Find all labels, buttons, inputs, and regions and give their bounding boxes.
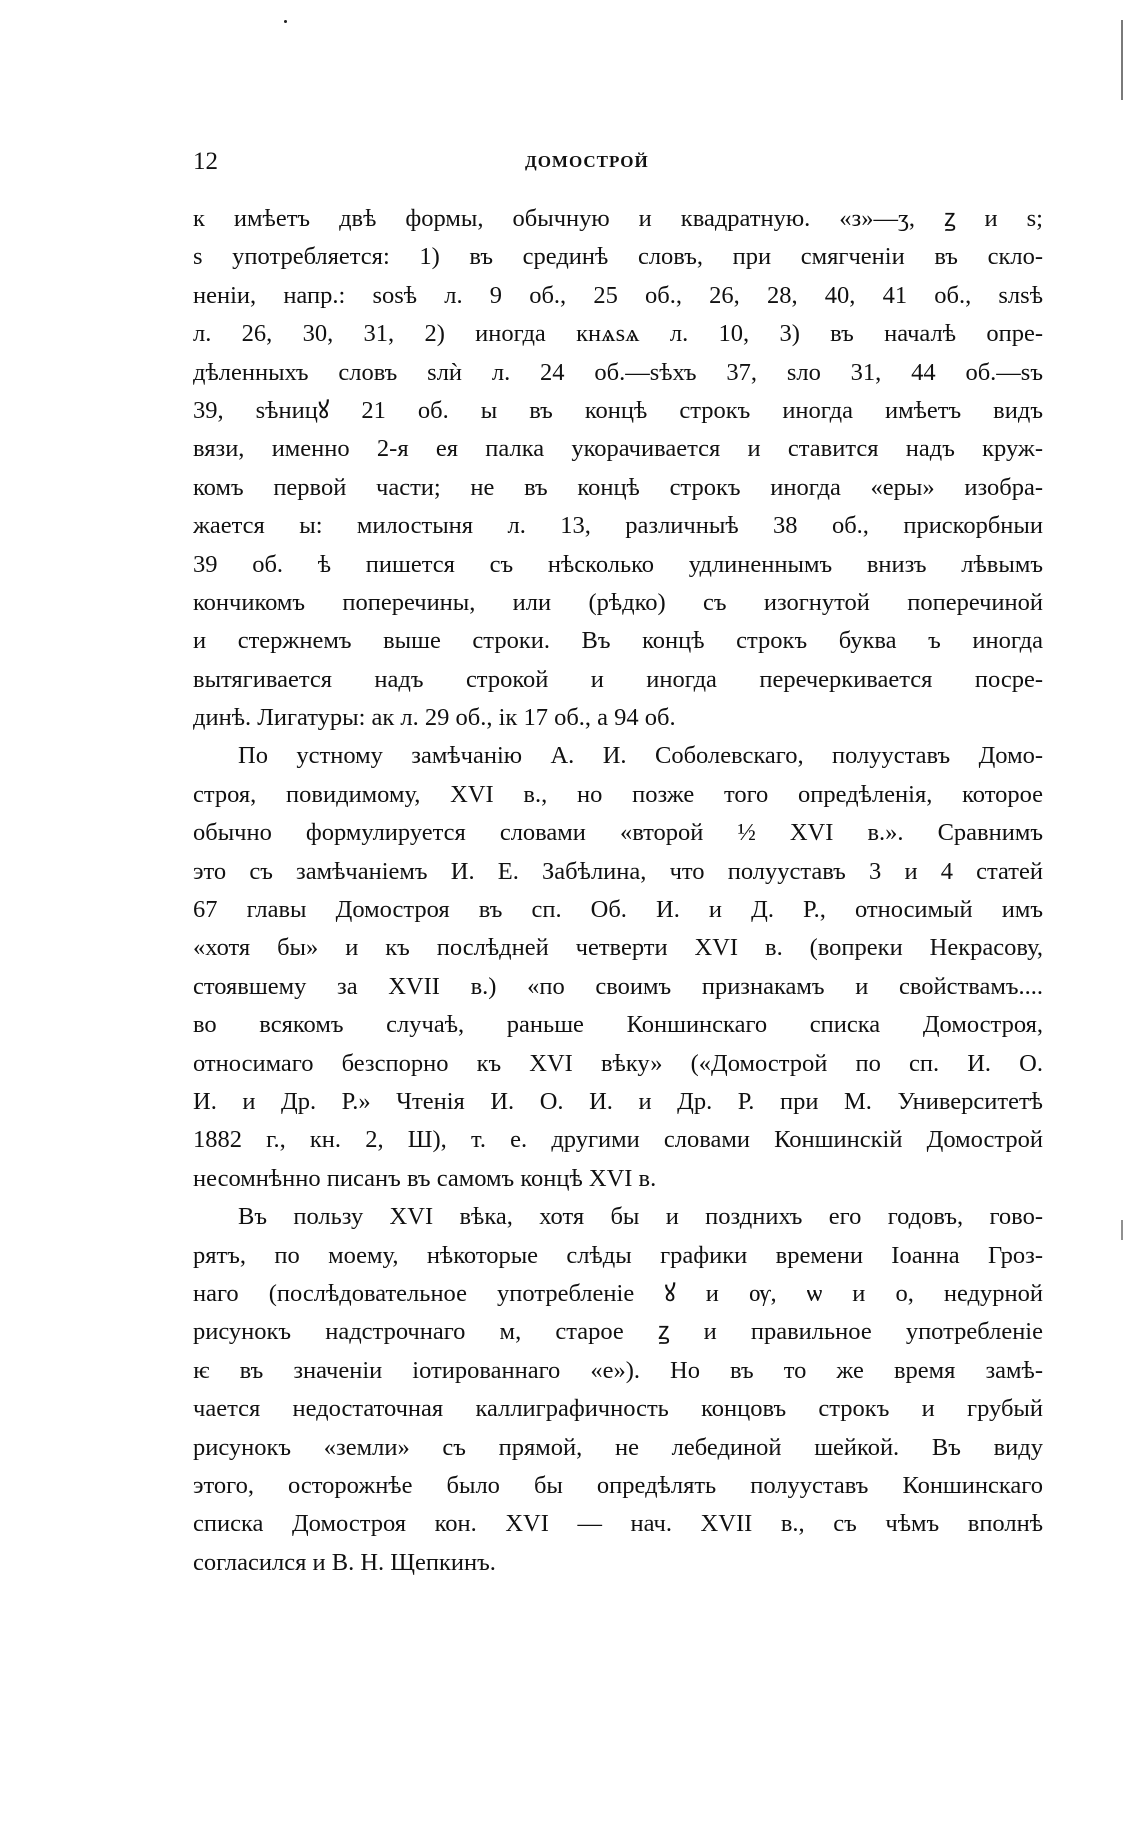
text-line: неніи, напр.: ѕоѕѣ л. 9 об., 25 об., 26, 28, 40, 41 об., ѕлѕѣ	[193, 281, 1043, 309]
text-line: рисунокъ надстрочнаго м, старое ꙁ и правильное употребленіе	[193, 1318, 1043, 1346]
text-line: относимаго безспорно къ XVI вѣку» («Домострой по сп. И. О.	[193, 1049, 1043, 1077]
text-line: 39, ѕѣницꙋ 21 об. ы въ концѣ строкъ иногда имѣетъ видъ	[193, 396, 1043, 424]
text-line: 1882 г., кн. 2, Ш), т. е. другими словами Коншинскій Домострой	[193, 1126, 1043, 1154]
text-line: динѣ. Лигатуры: ак л. 29 об., ік 17 об., а 94 об.	[193, 704, 676, 732]
text-line: и стержнемъ выше строки. Въ концѣ строкъ буква ъ иногда	[193, 627, 1043, 655]
running-head: ДОМОСТРОЙ	[525, 152, 649, 171]
text-line: согласился и В. Н. Щепкинъ.	[193, 1548, 496, 1576]
page-number: 12	[193, 148, 218, 175]
scan-dot	[284, 20, 287, 23]
text-line: дѣленныхъ словъ ѕлѝ л. 24 об.—ѕѣхъ 37, ѕло 31, 44 об.—ѕъ	[193, 358, 1043, 386]
text-line: ѥ въ значеніи іотированнаго «е»). Но въ то же время замѣ-	[193, 1356, 1043, 1384]
text-line: наго (послѣдовательное употребленіе ꙋ и ѹ, ѡ и о, недурной	[193, 1279, 1043, 1307]
text-line: По устному замѣчанію А. И. Соболевскаго, полууставъ Домо-	[238, 742, 1043, 770]
text-line: И. и Др. Р.» Чтенія И. О. И. и Др. Р. при М. Университетѣ	[193, 1087, 1043, 1115]
text-line: Въ пользу XVI вѣка, хотя бы и позднихъ его годовъ, гово-	[238, 1203, 1043, 1231]
paragraph	[193, 1198, 1043, 1582]
text-line: «хотя бы» и къ послѣдней четверти XVI в. (вопреки Некрасову,	[193, 934, 1043, 962]
text-line: рисунокъ «земли» съ прямой, не лебединой шейкой. Въ виду	[193, 1433, 1043, 1461]
text-line: списка Домостроя кон. XVI — нач. XVII в., съ чѣмъ вполнѣ	[193, 1510, 1043, 1538]
scan-edge-line	[1121, 20, 1123, 100]
text-line: кончикомъ поперечины, или (рѣдко) съ изогнутой поперечиной	[193, 588, 1043, 616]
text-line: комъ первой части; не въ концѣ строкъ иногда «еры» изобра-	[193, 473, 1043, 501]
text-line: рятъ, по моему, нѣкоторые слѣды графики времени Іоанна Гроз-	[193, 1241, 1043, 1269]
text-line: обычно формулируется словами «второй ½ XVI в.». Сравнимъ	[193, 819, 1043, 847]
text-line: несомнѣнно писанъ въ самомъ концѣ XVI в.	[193, 1164, 657, 1192]
text-line: стоявшему за XVII в.) «по своимъ признакамъ и свойствамъ....	[193, 972, 1043, 1000]
text-line: вязи, именно 2-я ея палка укорачивается и ставится надъ круж-	[193, 435, 1043, 463]
text-line: во всякомъ случаѣ, раньше Коншинскаго списка Домостроя,	[193, 1011, 1043, 1039]
body-text	[193, 200, 1043, 1582]
text-line: чается недостаточная каллиграфичность концовъ строкъ и грубый	[193, 1395, 1043, 1423]
text-line: строя, повидимому, XVI в., но позже того опредѣленія, которое	[193, 780, 1043, 808]
text-line: вытягивается надъ строкой и иногда перечеркивается посре-	[193, 665, 1043, 693]
text-line: этого, осторожнѣе было бы опредѣлять полууставъ Коншинскаго	[193, 1471, 1043, 1499]
text-line: 39 об. ѣ пишется съ нѣсколько удлиненнымъ внизъ лѣвымъ	[193, 550, 1043, 578]
text-line: л. 26, 30, 31, 2) иногда кнѧѕѧ л. 10, 3) въ началѣ опре-	[193, 320, 1043, 348]
paragraph	[193, 200, 1043, 737]
text-line: жается ы: милостыня л. 13, различныѣ 38 об., прискорбныи	[193, 512, 1043, 540]
paragraph	[193, 737, 1043, 1198]
text-line: ѕ употребляется: 1) въ срединѣ словъ, при смягченіи въ скло-	[193, 243, 1043, 271]
text-line: 67 главы Домостроя въ сп. Об. И. и Д. Р., относимый имъ	[193, 896, 1043, 924]
text-line: к имѣетъ двѣ формы, обычную и квадратную. «з»—ʒ, ꙁ и ѕ;	[193, 205, 1043, 232]
text-line: это съ замѣчаніемъ И. Е. Забѣлина, что полууставъ 3 и 4 статей	[193, 857, 1043, 885]
scan-edge-line	[1121, 1220, 1123, 1240]
